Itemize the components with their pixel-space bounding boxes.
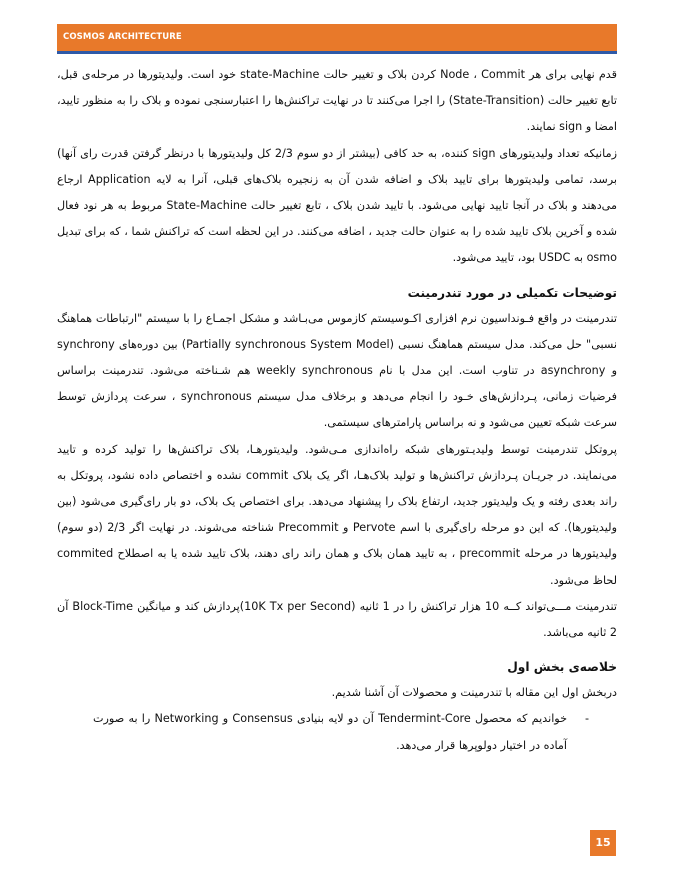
body-paragraph: دربخش اول این مقاله با تندرمینت و محصولات آن آشنا شدیم.	[331, 686, 617, 700]
body-paragraph: تندرمینت در واقع فـونداسیون نرم افزاری اکـوسیستم کازموس می‌بـاشد و مشکل اجمـاع را با سیستم "ارتباطات هماهنگ نسبی" حل می‌کند. مدل سیستم هماهنگ نسبی (Partially synchronous System Model) بین دوره‌های synchrony و asynchrony در تناوب است. این مدل با نام weekly synchronous هم شـناخته می‌شود. تندرمینت براساس فرضیات زمانی، پـردازش‌های خـود را انجام می‌دهد و برخلاف مدل سیستم synchronous ، سرعت پردازش توسط سرعت شبکه تعیین می‌شود و نه براساس پارامترهای سیستمی.	[57, 311, 617, 430]
bullet-item	[57, 706, 589, 758]
page-number: 15	[590, 830, 616, 856]
bullet-text: خواندیم که محصول Tendermint-Core آن دو لایه بنیادی Consensus و Networking را به صورت آماده در اختیار دولوپرها قرار می‌دهد.	[93, 712, 568, 752]
body-paragraph: زمانیکه تعداد ولیدیتورهای sign کننده، به حد کافی (بیشتر از دو سوم 2/3 کل ولیدیتورها با درنظر گرفتن قدرت رای آنها) برسد، تمامی ولیدیتورها برای تایید بلاک و اضافه شدن آن به زنجیره بلاک‌های قبلی، آنرا به لایه Application ارجاع می‌دهند و بلاک در آنجا تایید نهایی می‌شود. با تایید شدن بلاک ، تابع تغییر حالت State-Machine مربوط به هر نود فعال شده و آخرین بلاک تایید شده را به عنوان حالت جدید ، اضافه می‌کنند. در این لحظه است که تراکنش شما ، که برای تبدیل osmo به USDC بود، تایید می‌شود.	[57, 146, 617, 265]
body-paragraph: پروتکل تندرمینت توسط ولیدیـتورهای شبکه راه‌اندازی مـی‌شود. ولیدیتورهـا، بلاک تراکنش‌ها را تولید کرده و تایید می‌نمایند. در جریـان پـردازش تراکنش‌ها و تولید بلاک‌هـا، اگر یک بلاک commit نشده و اختصاص داده نشود، پروتکل به راند بعدی رفته و یک ولیدیتور جدید، ارتفاع بلاک را پیشنهاد می‌دهد. برای اختصاص یک بلاک، دو بار رای‌گیری می‌شود (بین ولیدیتورها). که این دو مرحله رای‌گیری با اسم Pervote و Precommit شناخته می‌شوند. در نهایت اگر 2/3 (دو سوم) ولیدیتورها در مرحله precommit ، به تایید همان بلاک و همان راند رای دهند، بلاک تایید شده یا به اصطلاح commited لحاظ می‌شود.	[57, 442, 618, 587]
body-paragraph: تندرمینت مـــی‌تواند کــه 10 هزار تراکنش را در 1 ثانیه (10K Tx per Second)پردازش کند و میانگین Block-Time آن 2 ثانیه می‌باشد.	[57, 599, 617, 640]
body-paragraph: قدم نهایی برای هر Node ، Commit کردن بلاک و تغییر حالت state-Machine خود است. ولیدیتورها در مرحله‌ی قبل، تابع تغییر حالت (State-Transition) را اجرا می‌کنند تا در نهایت تراکنش‌ها را اعتبارسنجی نموده و بلاک را به منظور تایید، امضا و sign نمایند.	[57, 68, 617, 134]
header-bar	[57, 24, 617, 54]
document-body	[57, 62, 617, 759]
section-heading: توضیحات تکمیلی در مورد تندرمینت	[407, 285, 617, 300]
section-heading: خلاصه‌ی بخش اول	[507, 660, 617, 675]
header-title: COSMOS ARCHITECTURE	[63, 32, 182, 42]
bullet-marker: -	[584, 712, 589, 726]
